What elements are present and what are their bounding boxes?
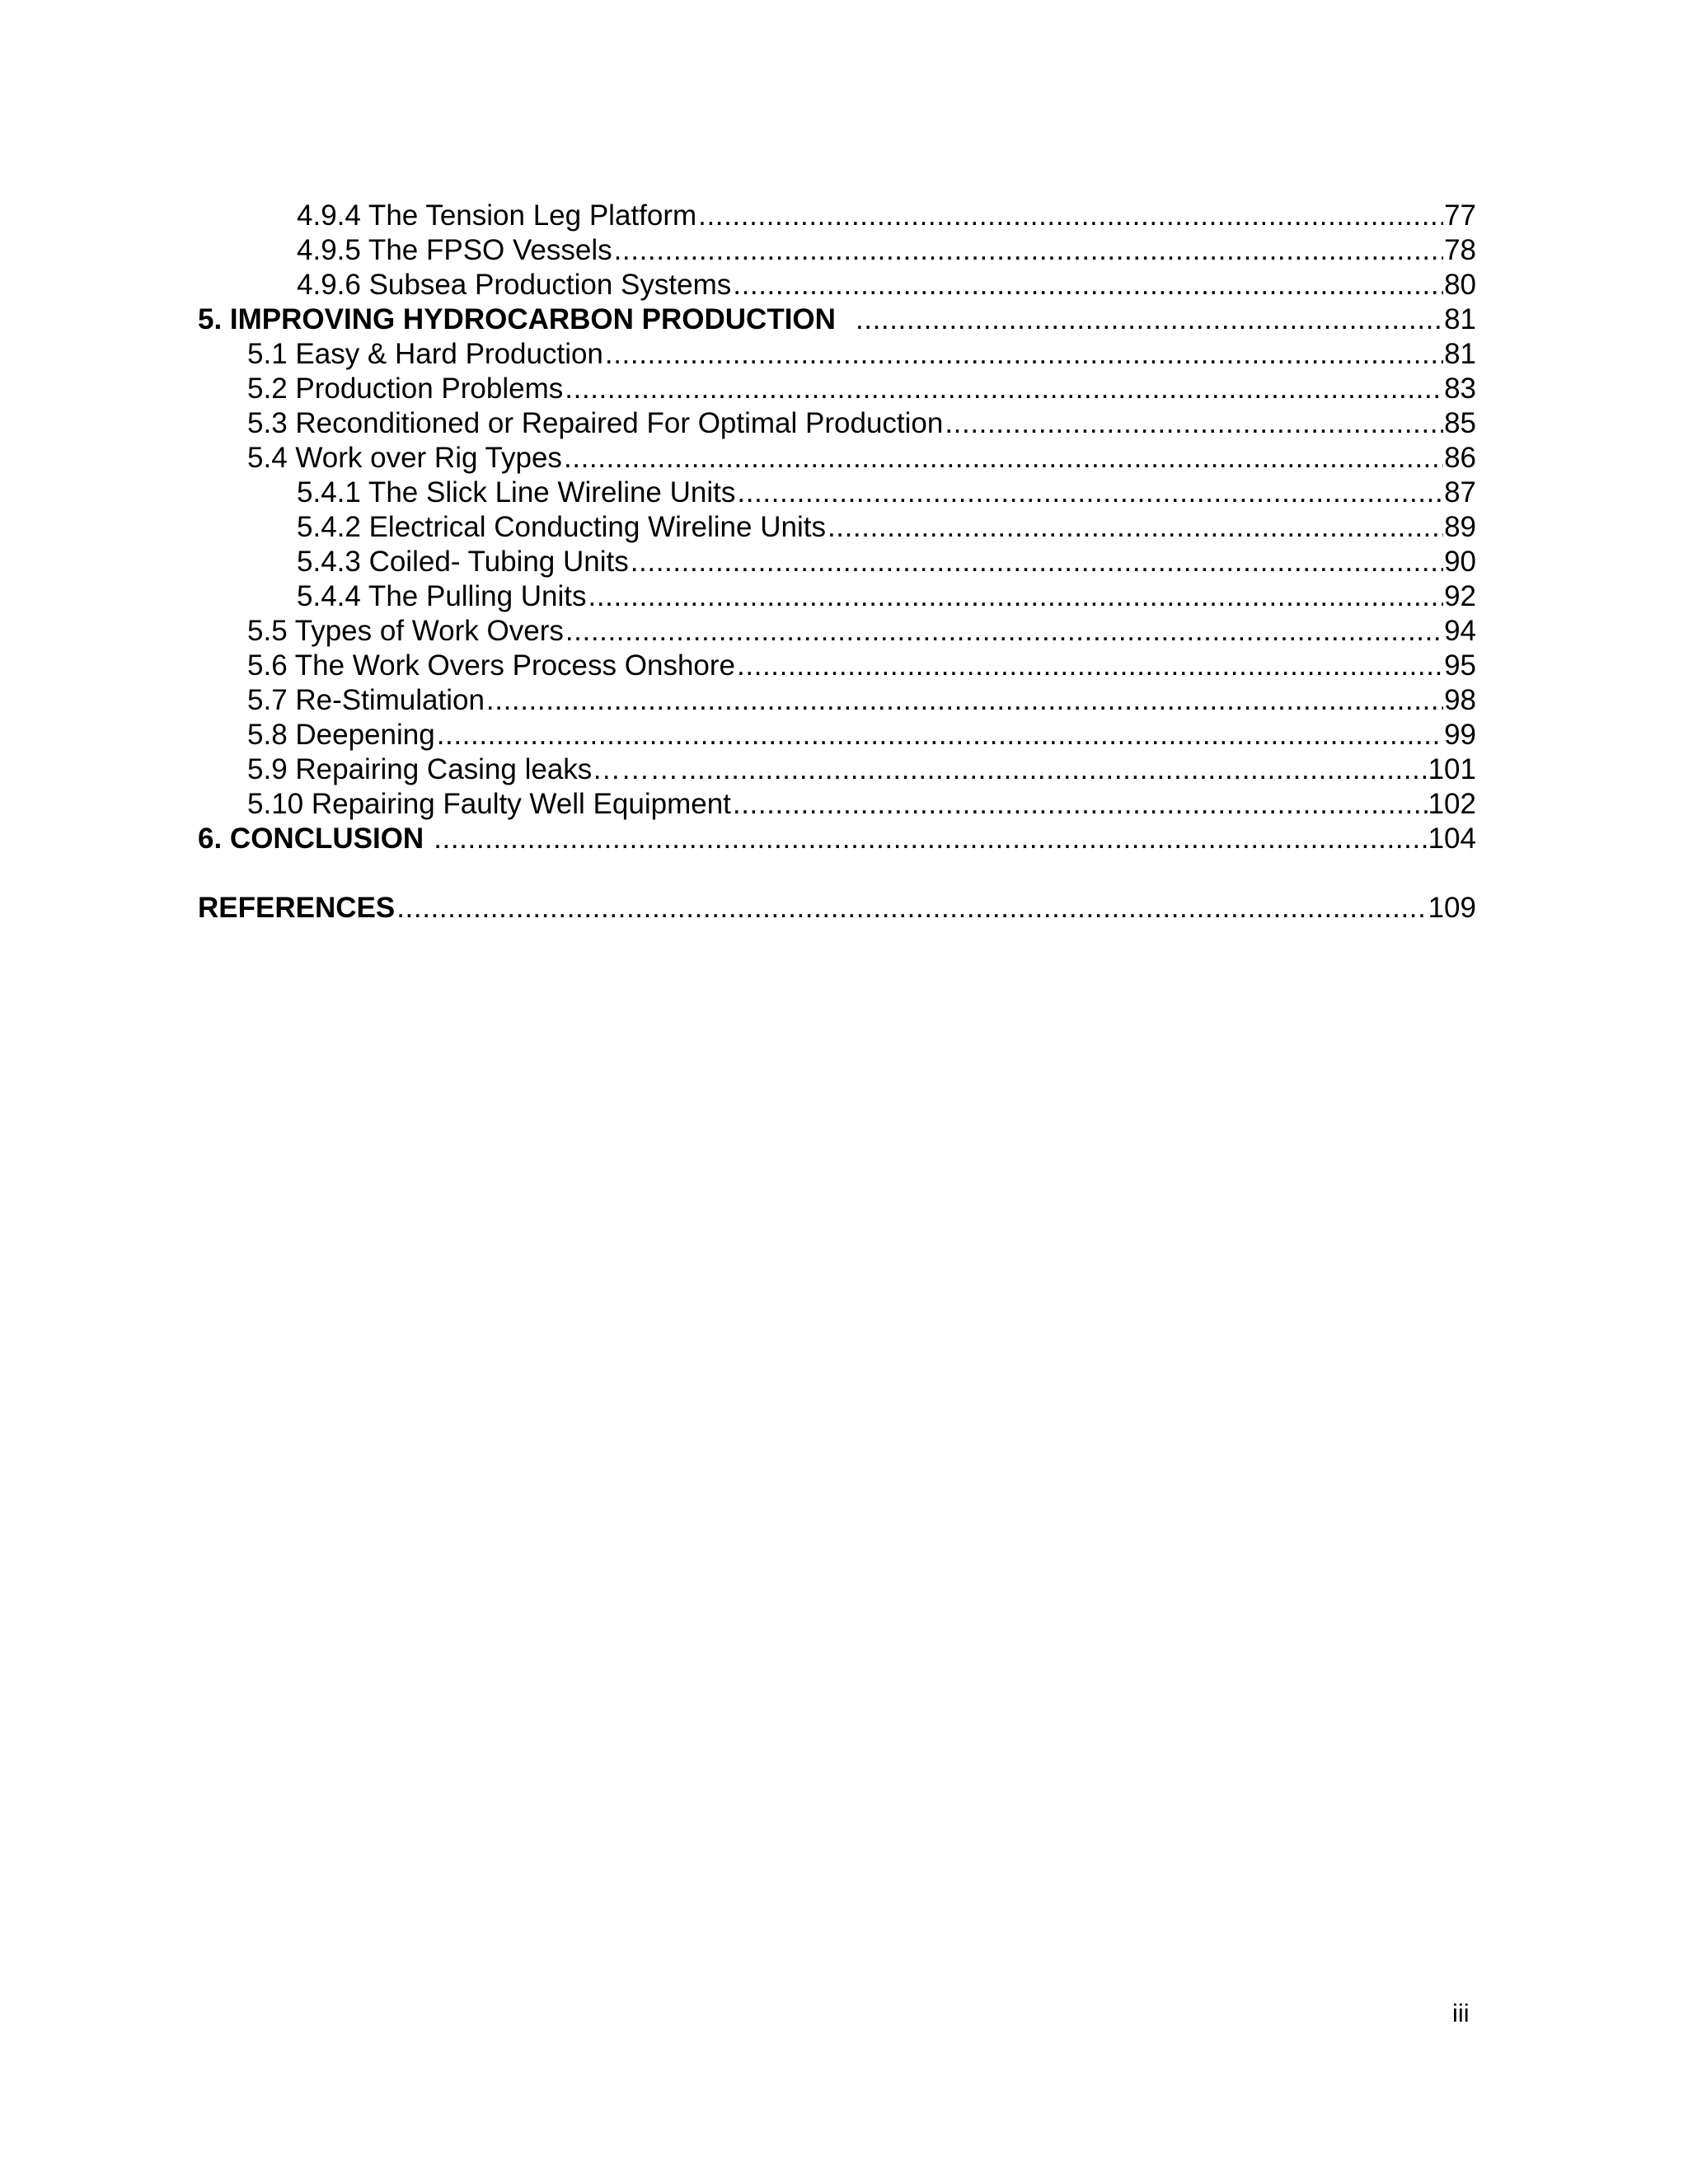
toc-entry-page: 83 — [1444, 373, 1476, 405]
toc-entry-page: 104 — [1428, 823, 1476, 855]
toc-entry-4-9-6[interactable] — [0, 268, 1688, 302]
toc-entry-page: 80 — [1444, 269, 1476, 301]
toc-leader-dots — [605, 337, 1443, 372]
toc-entry-5-4-1[interactable] — [0, 476, 1688, 510]
toc-entry-5-4-2[interactable] — [0, 510, 1688, 545]
toc-entry-title: 5.8 Deepening — [247, 719, 435, 751]
toc-leader-dots — [737, 476, 1443, 510]
toc-entry-title: 5.2 Production Problems — [247, 373, 564, 405]
toc-entry-5-8[interactable] — [0, 718, 1688, 752]
toc-leader-dots — [737, 649, 1443, 683]
toc-leader-dots — [614, 233, 1443, 268]
toc-entry-page: 87 — [1444, 476, 1476, 509]
toc-entry-title: 5.4 Work over Rig Types — [247, 442, 562, 474]
toc-leader-dots — [698, 199, 1443, 233]
toc-leader-dots — [437, 718, 1443, 752]
toc-leader-dots — [486, 683, 1443, 718]
toc-entry-4-9-5[interactable] — [0, 233, 1688, 268]
toc-entry-title: 5.1 Easy & Hard Production — [247, 338, 603, 370]
toc-leader-dots — [631, 545, 1443, 579]
toc-entry-title: 5.4.3 Coiled- Tubing Units — [297, 546, 629, 578]
toc-leader-dots — [680, 752, 1427, 787]
toc-entry-4-9-4[interactable] — [0, 199, 1688, 233]
toc-leader-dots — [396, 891, 1427, 926]
toc-entry-page: 86 — [1444, 442, 1476, 474]
toc-entry-title: 4.9.5 The FPSO Vessels — [297, 234, 612, 266]
toc-leader-dots — [856, 302, 1443, 337]
toc-leader-dots — [564, 441, 1443, 476]
toc-entry-references[interactable] — [0, 891, 1688, 926]
toc-entry-title: 4.9.4 The Tension Leg Platform — [297, 199, 697, 232]
toc-entry-title: 5.4.2 Electrical Conducting Wireline Units — [297, 511, 826, 543]
toc-entry-title: REFERENCES — [198, 892, 396, 924]
toc-entry-5-4-3[interactable] — [0, 545, 1688, 579]
toc-entry-5-1[interactable] — [0, 337, 1688, 372]
toc-entry-5-9[interactable] — [0, 752, 1688, 787]
toc-entry-page: 102 — [1428, 788, 1476, 820]
toc-entry-page: 78 — [1444, 234, 1476, 266]
toc-leader-dots — [565, 614, 1443, 649]
toc-leader-dots — [733, 787, 1428, 822]
toc-entry-page: 109 — [1428, 892, 1476, 924]
toc-entry-title: 5.3 Reconditioned or Repaired For Optimal Production — [247, 407, 944, 439]
toc-entry-page: 90 — [1444, 546, 1476, 578]
toc-entry-6[interactable] — [0, 822, 1688, 856]
toc-leader-dots — [828, 510, 1443, 545]
toc-entry-title: 5.10 Repairing Faulty Well Equipment — [247, 788, 731, 820]
table-of-contents — [0, 199, 1688, 926]
toc-entry-page: 99 — [1444, 719, 1476, 751]
toc-entry-page: 98 — [1444, 684, 1476, 716]
toc-leader-dots — [588, 579, 1444, 614]
toc-entry-page: 81 — [1444, 303, 1476, 335]
toc-entry-title: 5.4.4 The Pulling Units — [297, 580, 587, 612]
toc-entry-page: 101 — [1428, 753, 1476, 785]
toc-entry-5-2[interactable] — [0, 372, 1688, 406]
toc-entry-page: 85 — [1444, 407, 1476, 439]
toc-entry-page: 77 — [1444, 199, 1476, 232]
toc-entry-title: 6. CONCLUSION — [198, 823, 424, 855]
page-number: iii — [1452, 1999, 1470, 2027]
toc-entry-title: 5.9 Repairing Casing leaks……… — [247, 753, 679, 785]
toc-entry-5[interactable] — [0, 302, 1688, 337]
toc-entry-title: 5.4.1 The Slick Line Wireline Units — [297, 476, 736, 509]
toc-entry-5-7[interactable] — [0, 683, 1688, 718]
toc-entry-title: 5.5 Types of Work Overs — [247, 615, 564, 647]
toc-entry-5-5[interactable] — [0, 614, 1688, 649]
toc-entry-5-4-4[interactable] — [0, 579, 1688, 614]
toc-leader-dots — [565, 372, 1443, 406]
toc-leader-dots — [434, 822, 1427, 856]
toc-leader-dots — [733, 268, 1443, 302]
toc-entry-page: 94 — [1444, 615, 1476, 647]
toc-entry-title: 5. IMPROVING HYDROCARBON PRODUCTION — [198, 303, 836, 335]
toc-entry-5-4[interactable] — [0, 441, 1688, 476]
toc-entry-page: 95 — [1444, 649, 1476, 682]
toc-entry-title: 4.9.6 Subsea Production Systems — [297, 269, 732, 301]
toc-entry-page: 89 — [1444, 511, 1476, 543]
toc-entry-5-6[interactable] — [0, 649, 1688, 683]
toc-entry-page: 92 — [1444, 580, 1476, 612]
toc-entry-title: 5.6 The Work Overs Process Onshore — [247, 649, 735, 682]
toc-entry-5-3[interactable] — [0, 406, 1688, 441]
toc-leader-dots — [945, 406, 1443, 441]
toc-entry-page: 81 — [1444, 338, 1476, 370]
toc-entry-5-10[interactable] — [0, 787, 1688, 822]
toc-entry-title: 5.7 Re-Stimulation — [247, 684, 485, 716]
